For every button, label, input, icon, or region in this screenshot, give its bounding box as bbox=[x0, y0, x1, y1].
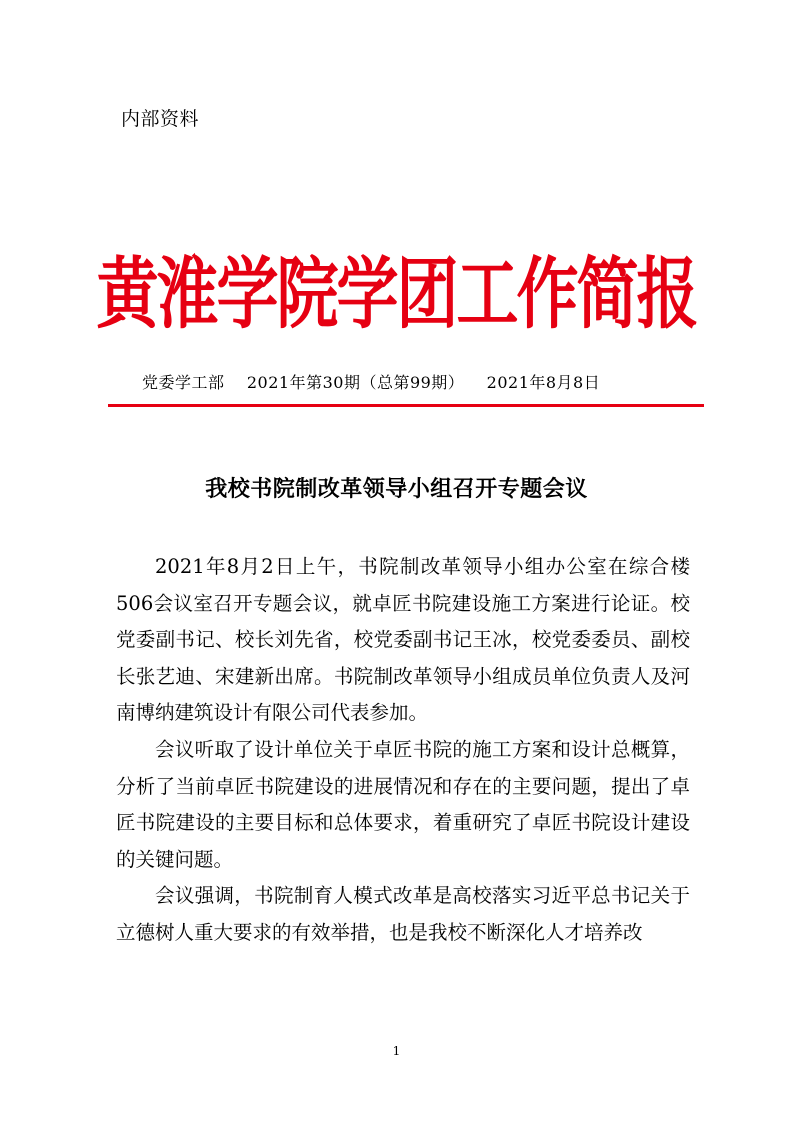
department-label: 党委学工部 bbox=[142, 373, 225, 392]
page-number: 1 bbox=[392, 1044, 401, 1058]
article-paragraph: 会议强调，书院制育人模式改革是高校落实习近平总书记关于立德树人重大要求的有效举措，也是我校不断深化人才培养改 bbox=[116, 884, 690, 944]
article-title: 我校书院制改革领导小组召开专题会议 bbox=[205, 476, 588, 502]
issue-number: 2021年第30期（总第99期） bbox=[246, 373, 465, 392]
classification-label: 内部资料 bbox=[121, 108, 200, 130]
article-paragraph: 2021年8月2日上午，书院制改革领导小组办公室在综合楼506会议室召开专题会议，就卓匠书院建设施工方案进行论证。校党委副书记、校长刘先省，校党委副书记王冰，校党委委员、副校长张艺迪、宋建新出席。书院制改革领导小组成员单位负责人及河南博纳建筑设计有限公司代表参加。 bbox=[116, 555, 690, 725]
article-paragraph: 会议听取了设计单位关于卓匠书院的施工方案和设计总概算，分析了当前卓匠书院建设的进展情况和存在的主要问题，提出了卓匠书院建设的主要目标和总体要求，着重研究了卓匠书院设计建设的关键问题。 bbox=[116, 737, 690, 871]
masthead-title: 黄淮学院学团工作简报 bbox=[96, 248, 697, 340]
issue-info-line bbox=[142, 370, 600, 393]
issue-date: 2021年8月8日 bbox=[486, 373, 601, 392]
article-body bbox=[116, 549, 690, 952]
header-divider bbox=[108, 404, 704, 407]
